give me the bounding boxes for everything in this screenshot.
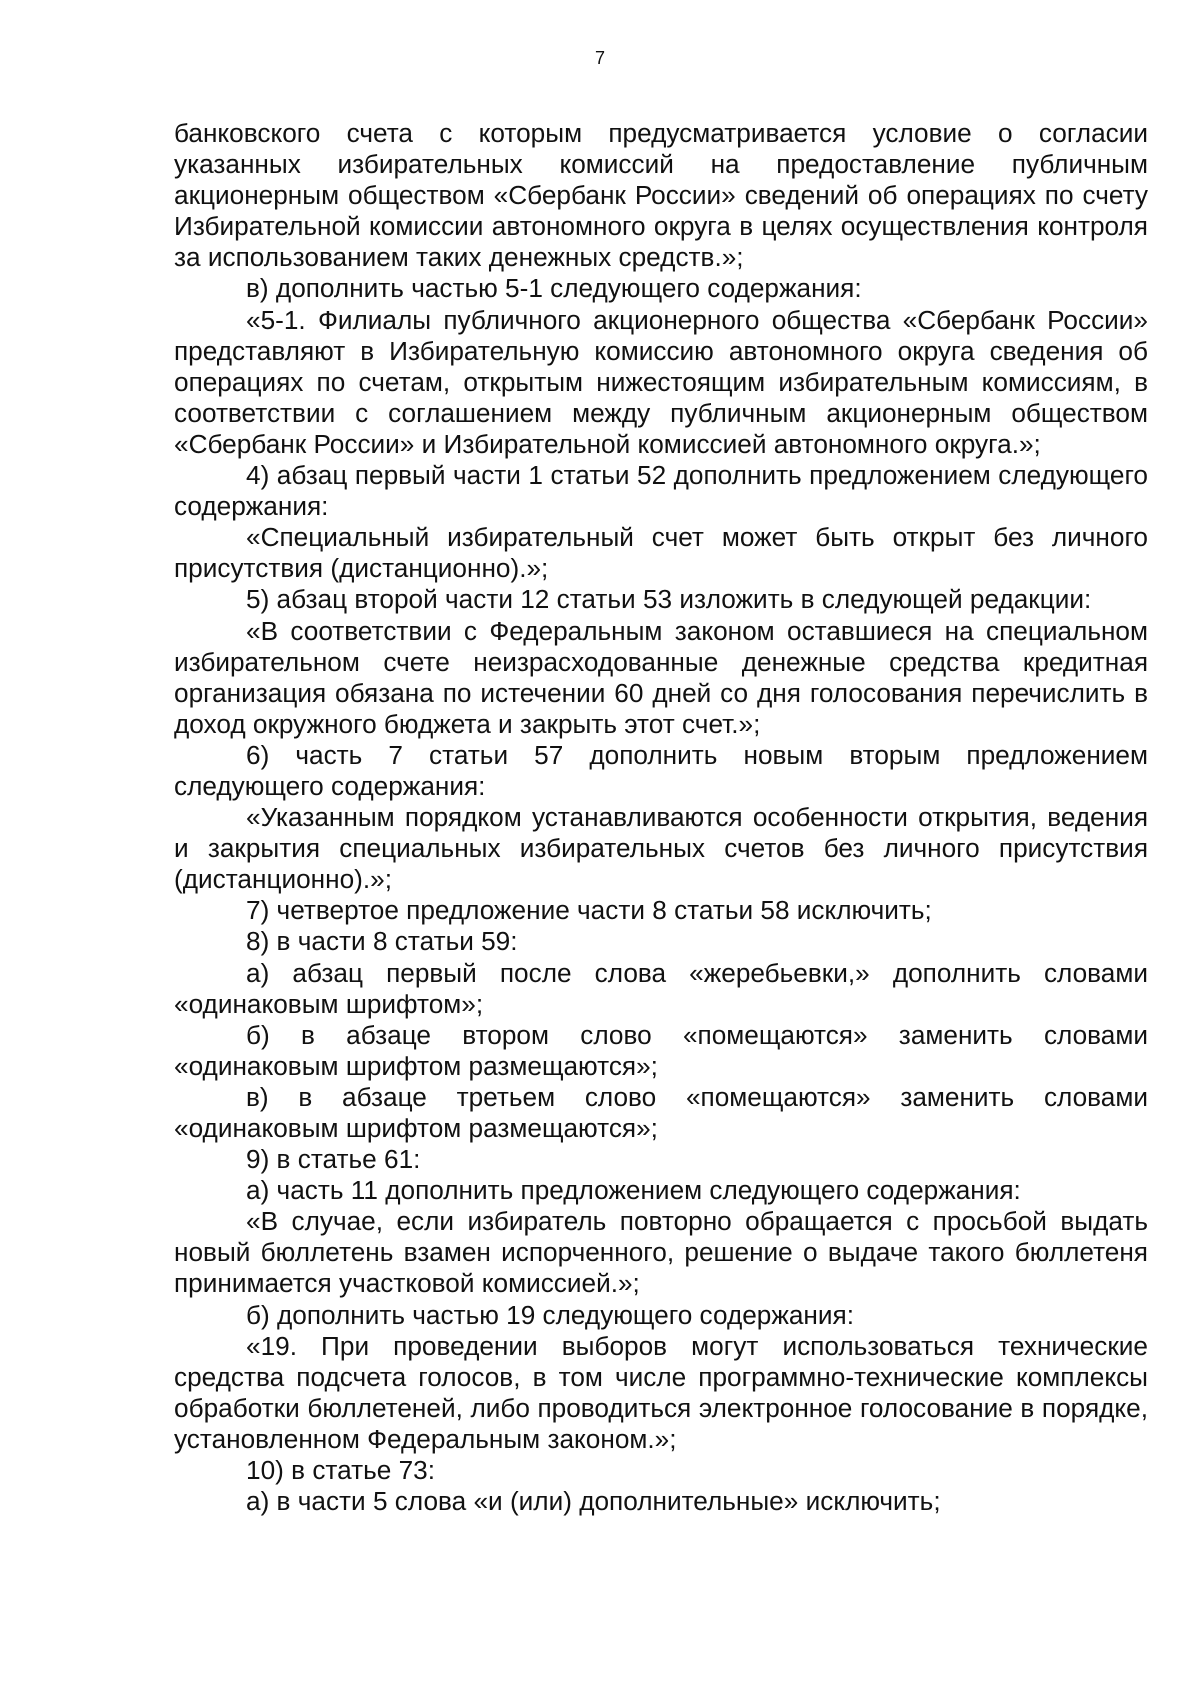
document-body — [174, 118, 1148, 1517]
page-number: 7 — [594, 48, 605, 68]
paragraph: 9) в статье 61: — [246, 1144, 421, 1175]
paragraph: а) часть 11 дополнить предложением следующего содержания: — [246, 1175, 1021, 1206]
paragraph: «В соответствии с Федеральным законом оставшиеся на специальном избирательном счете неизрасходованные денежные средства кредитная организация обязана по истечении 60 дней со дня голосования перечислить в доход окружного бюджета и закрыть этот счет.»; — [174, 615, 1148, 739]
paragraph: б) в абзаце втором слово «помещаются» заменить словами «одинаковым шрифтом размещаются»; — [174, 1019, 1148, 1081]
paragraph: в) в абзаце третьем слово «помещаются» заменить словами «одинаковым шрифтом размещаются»; — [174, 1081, 1148, 1143]
paragraph: «Указанным порядком устанавливаются особенности открытия, ведения и закрытия специальных избирательных счетов без личного присутствия (дистанционно).»; — [174, 802, 1148, 895]
paragraph: 6) часть 7 статьи 57 дополнить новым вторым предложением следующего содержания: — [174, 739, 1148, 801]
paragraph: 4) абзац первый части 1 статьи 52 дополнить предложением следующего содержания: — [174, 460, 1148, 522]
paragraph: 7) четвертое предложение части 8 статьи 58 исключить; — [246, 895, 932, 926]
paragraph: «В случае, если избиратель повторно обращается с просьбой выдать новый бюллетень взамен испорченного, решение о выдаче такого бюллетеня принимается участковой комиссией.»; — [174, 1206, 1148, 1299]
paragraph: 10) в статье 73: — [246, 1455, 435, 1486]
paragraph: «5-1. Филиалы публичного акционерного общества «Сбербанк России» представляют в Избирательную комиссию автономного округа сведения об операциях по счетам, открытым нижестоящим избирательным комиссиям, в соответствии с соглашением между публичным акционерным обществом «Сбербанк России» и Избирательной комиссией автономного округа.»; — [174, 304, 1148, 459]
paragraph: в) дополнить частью 5-1 следующего содержания: — [246, 273, 862, 304]
paragraph: а) абзац первый после слова «жеребьевки,» дополнить словами «одинаковым шрифтом»; — [174, 957, 1148, 1019]
paragraph: «Специальный избирательный счет может быть открыт без личного присутствия (дистанционно).»; — [174, 522, 1148, 584]
paragraph: а) в части 5 слова «и (или) дополнительные» исключить; — [246, 1486, 941, 1517]
paragraph: 8) в части 8 статьи 59: — [246, 926, 518, 957]
paragraph: «19. При проведении выборов могут использоваться технические средства подсчета голосов, в том числе программно-технические комплексы обработки бюллетеней, либо проводиться электронное голосование в порядке, установленном Федеральным законом.»; — [174, 1330, 1148, 1454]
paragraph: б) дополнить частью 19 следующего содержания: — [246, 1299, 854, 1330]
paragraph: банковского счета с которым предусматривается условие о согласии указанных избирательных комиссий на предоставление публичным акционерным обществом «Сбербанк России» сведений об операциях по счету Избирательной комиссии автономного округа в целях осуществления контроля за использованием таких денежных средств.»; — [174, 118, 1148, 273]
paragraph: 5) абзац второй части 12 статьи 53 изложить в следующей редакции: — [246, 584, 1092, 615]
